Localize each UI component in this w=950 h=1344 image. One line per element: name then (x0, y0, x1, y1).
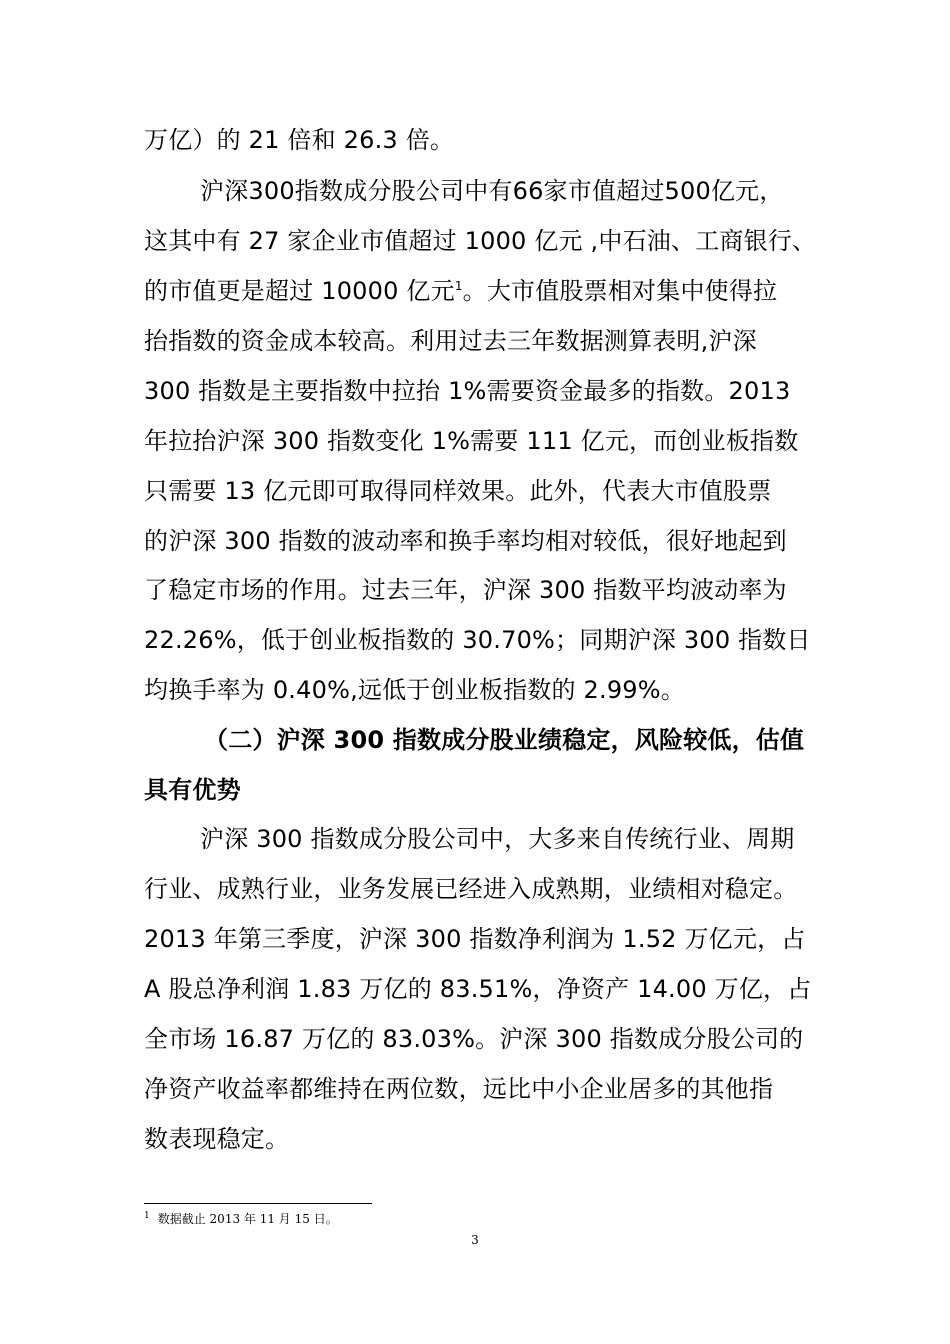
paragraph-line: 万亿）的 21 倍和 26.3 倍。 (144, 126, 455, 154)
page-number: 3 (471, 1233, 479, 1247)
paragraph-line: 沪深300指数成分股公司中有66家市值超过500亿元， (200, 177, 784, 205)
paragraph-line: 年拉抬沪深 300 指数变化 1%需要 111 亿元，而创业板指数 (144, 427, 799, 455)
paragraph-line: 行业、成熟行业，业务发展已经进入成熟期，业绩相对稳定。 (144, 875, 798, 903)
footnote (144, 1211, 338, 1227)
paragraph-line: A 股总净利润 1.83 万亿的 83.51%，净资产 14.00 万亿，占 (144, 975, 812, 1003)
paragraph-line: 数表现稳定。 (144, 1125, 290, 1153)
paragraph-line: 沪深 300 指数成分股公司中，大多来自传统行业、周期 (200, 825, 795, 853)
section-heading: （二）沪深 300 指数成分股业绩稳定，风险较低，估值 (204, 726, 805, 754)
paragraph-line: 均换手率为 0.40%,远低于创业板指数的 2.99%。 (144, 676, 685, 704)
paragraph-line: 2013 年第三季度，沪深 300 指数净利润为 1.52 万亿元，占 (144, 925, 806, 953)
paragraph-line: 22.26%，低于创业板指数的 30.70%；同期沪深 300 指数日 (144, 626, 811, 654)
paragraph-line: 净资产收益率都维持在两位数，远比中小企业居多的其他指 (144, 1075, 774, 1103)
footnote-mark: 1 (144, 1211, 150, 1221)
paragraph-line: 这其中有 27 家企业市值超过 1000 亿元 ,中石油、工商银行、 (144, 227, 817, 255)
paragraph-line: 只需要 13 亿元即可取得同样效果。此外，代表大市值股票 (144, 477, 772, 505)
paragraph-line-with-footnote (144, 276, 777, 306)
footnote-text: 数据截止 2013 年 11 月 15 日。 (157, 1212, 338, 1226)
paragraph-line: 全市场 16.87 万亿的 83.03%。沪深 300 指数成分股公司的 (144, 1025, 804, 1053)
paragraph-text: 。大市值股票相对集中使得拉 (462, 277, 778, 305)
paragraph-line: 了稳定市场的作用。过去三年，沪深 300 指数平均波动率为 (144, 576, 787, 604)
paragraph-line: 300 指数是主要指数中拉抬 1%需要资金最多的指数。2013 (144, 377, 791, 405)
footnote-separator (144, 1203, 372, 1204)
paragraph-line: 的沪深 300 指数的波动率和换手率均相对较低，很好地起到 (144, 527, 787, 555)
section-heading: 具有优势 (144, 776, 241, 804)
paragraph-line: 抬指数的资金成本较高。利用过去三年数据测算表明,沪深 (144, 327, 757, 355)
footnote-reference: 1 (454, 279, 463, 293)
paragraph-text: 的市值更是超过 10000 亿元 (144, 277, 455, 305)
